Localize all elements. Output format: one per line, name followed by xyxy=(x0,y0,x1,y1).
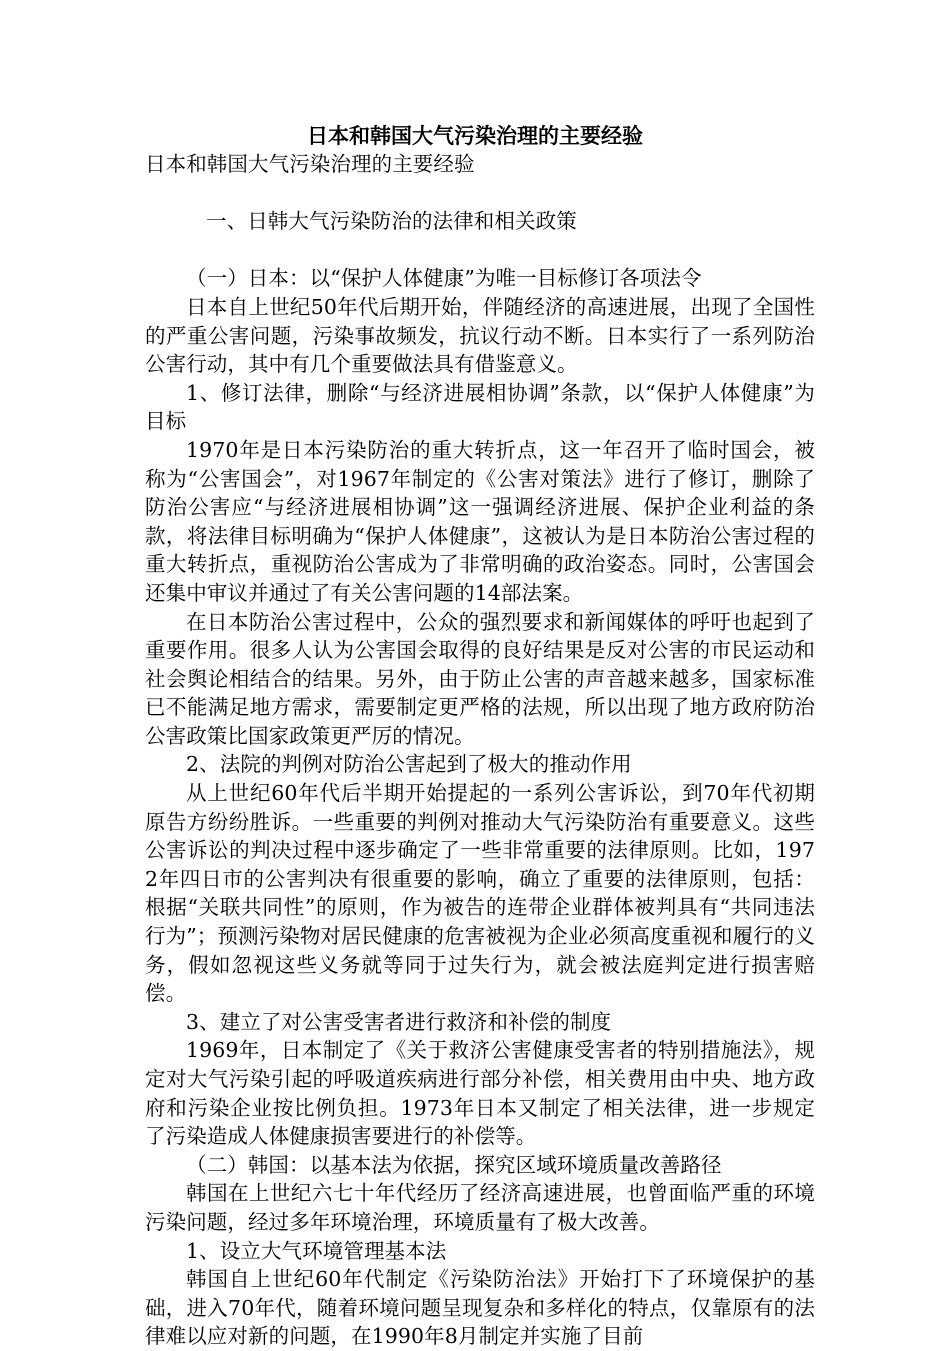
point-heading-japan-3: 3、建立了对公害受害者进行救济和补偿的制度 xyxy=(186,1009,612,1034)
paragraph-korea-intro: 韩国在上世纪六七十年代经历了经济高速进展，也曾面临严重的环境污染问题，经过多年环境治理，环境质量有了极大改善。 xyxy=(145,1181,815,1234)
paragraph-korea-1: 韩国自上世纪60年代制定《污染防治法》开始打下了环境保护的基础，进入70年代，随着环境问题呈现复杂和多样化的特点，仅靠原有的法律难以应对新的问题，在1990年8月制定并实施了目前 xyxy=(145,1267,815,1349)
paragraph-japan-1-b: 在日本防治公害过程中，公众的强烈要求和新闻媒体的呼吁也起到了重要作用。很多人认为公害国会取得的良好结果是反对公害的市民运动和社会舆论相结合的结果。另外，由于防止公害的声音越来越多，国家标准已不能满足地方需求，需要制定更严格的法规，所以出现了地方政府防治公害政策比国家政策更严厉的情况。 xyxy=(145,609,815,748)
point-heading-japan-1: 1、修订法律，删除“与经济进展相协调”条款，以“保护人体健康”为目标 xyxy=(145,380,815,434)
subsection-heading-japan: （一）日本：以“保护人体健康”为唯一目标修订各项法令 xyxy=(186,266,702,291)
paragraph-japan-1-a: 1970年是日本污染防治的重大转折点，这一年召开了临时国会，被称为“公害国会”，对1967年制定的《公害对策法》进行了修订，删除了防治公害应“与经济进展相协调”这一强调经济进展、保护企业利益的条款，将法律目标明确为“保护人体健康”，这被认为是日本防治公害过程的重大转折点，重视防治公害成为了非常明确的政治姿态。同时，公害国会还集中审议并通过了有关公害问题的14部法案。 xyxy=(145,437,815,605)
blank-line xyxy=(145,179,815,208)
subsection-heading-korea: （二）韩国：以基本法为依据，探究区域环境质量改善路径 xyxy=(186,1152,722,1177)
paragraph-japan-intro: 日本自上世纪50年代后期开始，伴随经济的高速进展，出现了全国性的严重公害问题，污染事故频发，抗议行动不断。日本实行了一系列防治公害行动，其中有几个重要做法具有借鉴意义。 xyxy=(145,294,815,377)
document-body xyxy=(145,150,815,1351)
paragraph-japan-3: 1969年，日本制定了《关于救济公害健康受害者的特别措施法》，规定对大气污染引起的呼吸道疾病进行部分补偿，相关费用由中央、地方政府和污染企业按比例负担。1973年日本又制定了相关法律，进一步规定了污染造成人体健康损害要进行的补偿等。 xyxy=(145,1038,815,1149)
section-heading-1: 一、日韩大气污染防治的法律和相关政策 xyxy=(206,209,577,234)
document-subtitle: 日本和韩国大气污染治理的主要经验 xyxy=(145,152,475,176)
point-heading-korea-1: 1、设立大气环境管理基本法 xyxy=(186,1238,447,1263)
document-title: 日本和韩国大气污染治理的主要经验 xyxy=(307,124,643,148)
blank-line xyxy=(145,236,815,265)
point-heading-japan-2: 2、法院的判例对防治公害起到了极大的推动作用 xyxy=(186,752,632,777)
paragraph-japan-2: 从上世纪60年代后半期开始提起的一系列公害诉讼，到70年代初期原告方纷纷胜诉。一些重要的判例对推动大气污染防治有重要意义。这些公害诉讼的判决过程中逐步确定了一些非常重要的法律原则。比如，1972年四日市的公害判决有很重要的影响，确立了重要的法律原则，包括：根据“关联共同性”的原则，作为被告的连带企业群体被判具有“共同违法行为”；预测污染物对居民健康的危害被视为企业必须高度重视和履行的义务，假如忽视这些义务就等同于过失行为，就会被法庭判定进行损害赔偿。 xyxy=(145,781,815,1006)
